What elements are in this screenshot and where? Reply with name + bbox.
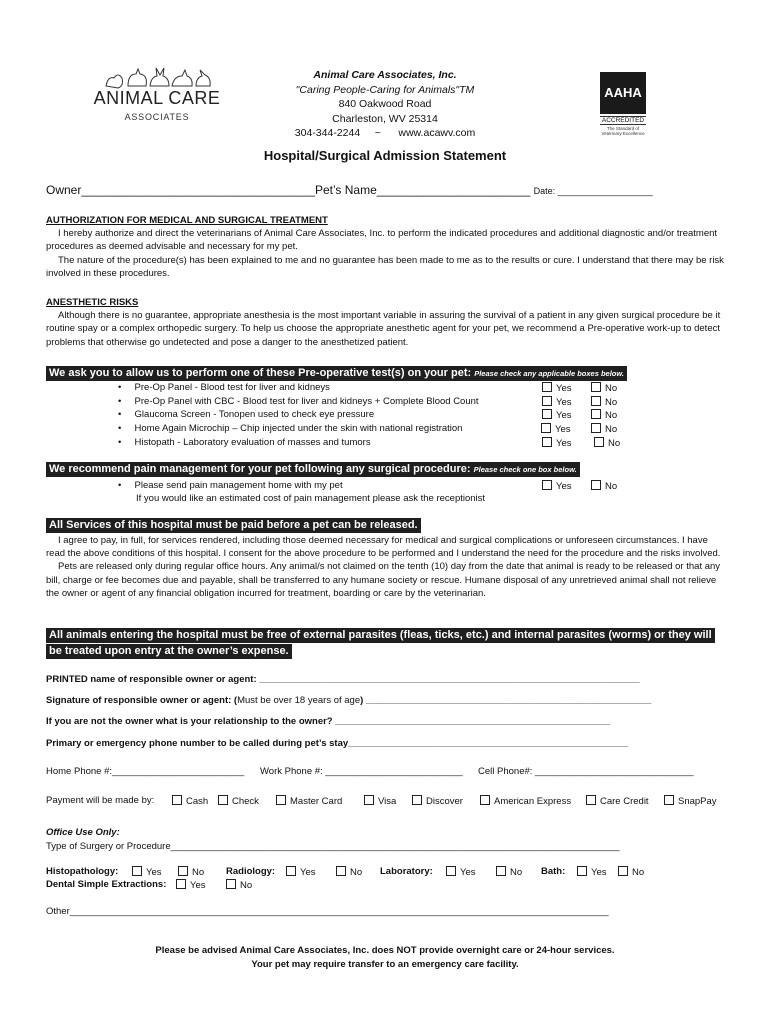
checkbox[interactable] bbox=[176, 879, 186, 889]
yes-label: Yes bbox=[556, 438, 572, 449]
preop-3-no[interactable] bbox=[591, 409, 617, 421]
payment-terms-paragraph-2: Pets are released only during regular office hours. Any animal/s not claimed on the tenth (10) day from the date that animal is ready to be released or that any bill, charge or fee becomes due and payable, shall be transferred to any humane society or rescue. Humane disposal of any unretrieved animal shall not relieve the owner or agent of any financial obligation incurred for treatment, boarding or care by the veterinarian. bbox=[46, 561, 721, 599]
authorization-section bbox=[46, 214, 726, 280]
signature-age-note: Must be over 18 years of age bbox=[237, 695, 361, 706]
aaha-badge bbox=[600, 72, 646, 138]
checkbox[interactable] bbox=[226, 879, 236, 889]
payment-option-label: American Express bbox=[494, 796, 572, 807]
yes-label: Yes bbox=[300, 867, 316, 878]
form-title: Hospital/Surgical Admission Statement bbox=[263, 148, 507, 163]
checkbox[interactable] bbox=[178, 866, 188, 876]
checkbox[interactable] bbox=[591, 480, 601, 490]
payment-care-credit[interactable] bbox=[586, 795, 649, 807]
animal-silhouettes-icon bbox=[102, 62, 212, 90]
preop-4-no[interactable] bbox=[591, 423, 617, 435]
checkbox[interactable] bbox=[586, 795, 596, 805]
preop-item-label: Glaucoma Screen - Tonopen used to check eye pressure bbox=[134, 409, 375, 420]
payment-option-label: Visa bbox=[378, 796, 397, 807]
checkbox[interactable] bbox=[286, 866, 296, 876]
authorization-heading: AUTHORIZATION FOR MEDICAL AND SURGICAL TREATMENT bbox=[46, 215, 328, 226]
preop-2-no[interactable] bbox=[591, 396, 617, 408]
yes-label: Yes bbox=[556, 481, 572, 492]
payment-option-label: Master Card bbox=[290, 796, 343, 807]
payment-snappay[interactable] bbox=[664, 795, 717, 807]
no-label: No bbox=[605, 424, 618, 435]
checkbox[interactable] bbox=[541, 423, 551, 433]
no-label: No bbox=[632, 867, 645, 878]
payment-option-label: SnapPay bbox=[678, 796, 717, 807]
checkbox[interactable] bbox=[542, 396, 552, 406]
payment-visa[interactable] bbox=[364, 795, 396, 807]
yes-label: Yes bbox=[556, 397, 572, 408]
preop-item-2: • Pre-Op Panel with CBC - Blood test for liver and kidneys + Complete Blood Count bbox=[118, 396, 479, 407]
preop-3-yes[interactable] bbox=[542, 409, 572, 421]
clinic-address-2: Charleston, WV 25314 bbox=[332, 112, 438, 125]
histo-yes[interactable] bbox=[132, 866, 162, 878]
checkbox[interactable] bbox=[132, 866, 142, 876]
preop-item-4: • Home Again Microchip – Chip injected under the skin with national registration bbox=[118, 423, 463, 434]
payment-option-label: Check bbox=[232, 796, 259, 807]
payment-option-label: Care Credit bbox=[600, 796, 649, 807]
checkbox[interactable] bbox=[218, 795, 228, 805]
checkbox[interactable] bbox=[336, 866, 346, 876]
no-label: No bbox=[605, 481, 618, 492]
no-label: No bbox=[605, 410, 618, 421]
clinic-address-1: 840 Oakwood Road bbox=[338, 98, 432, 110]
checkbox[interactable] bbox=[577, 866, 587, 876]
yes-label: Yes bbox=[460, 867, 476, 878]
payment-terms-paragraph-1: I agree to pay, in full, for services rendered, including those deemed necessary for medical and surgical complications or unforeseen circumstances. I have read the above conditions of this hospital. I consent for the above procedure to be performed and I understand the need for the procedure and the risks involved. bbox=[46, 535, 721, 560]
aaha-accredited: ACCREDITED bbox=[601, 117, 645, 124]
payment-check[interactable] bbox=[218, 795, 259, 807]
checkbox[interactable] bbox=[496, 866, 506, 876]
preop-1-yes[interactable] bbox=[542, 382, 572, 394]
preop-2-yes[interactable] bbox=[542, 396, 572, 408]
checkbox[interactable] bbox=[480, 795, 490, 805]
no-label: No bbox=[605, 397, 618, 408]
no-label: No bbox=[608, 438, 621, 449]
bath-no[interactable] bbox=[618, 866, 644, 878]
yes-label: Yes bbox=[556, 410, 572, 421]
checkbox[interactable] bbox=[591, 423, 601, 433]
dental-yes[interactable] bbox=[176, 879, 206, 891]
checkbox[interactable] bbox=[594, 437, 604, 447]
preop-item-label: Home Again Microchip – Chip injected under the skin with national registration bbox=[134, 423, 463, 434]
yes-label: Yes bbox=[190, 880, 206, 891]
payment-terms-section bbox=[46, 534, 726, 600]
yes-label: Yes bbox=[556, 383, 572, 394]
date-field[interactable]: Date: ___________________ bbox=[533, 186, 653, 196]
preop-1-no[interactable] bbox=[591, 382, 617, 394]
payment-option-label: Cash bbox=[186, 796, 209, 807]
histo-no[interactable] bbox=[178, 866, 204, 878]
checkbox[interactable] bbox=[446, 866, 456, 876]
dental-label: Dental Simple Extractions: bbox=[46, 879, 167, 890]
preop-item-5: • Histopath - Laboratory evaluation of masses and tumors bbox=[118, 437, 371, 448]
owner-line bbox=[46, 183, 653, 197]
histopathology-label: Histopathology: bbox=[46, 866, 119, 877]
pain-yes[interactable] bbox=[542, 480, 572, 492]
emergency-phone-field[interactable]: Primary or emergency phone number to be called during pet’s stay_____________________________________________________ bbox=[46, 738, 629, 749]
footer-line-1: Please be advised Animal Care Associates, Inc. does NOT provide overnight care or 24-hour services. bbox=[155, 945, 615, 956]
payment-discover[interactable] bbox=[412, 795, 463, 807]
other-field[interactable]: Other______________________________________________________________________________________________________ bbox=[46, 906, 609, 917]
checkbox[interactable] bbox=[542, 382, 552, 392]
clinic-header bbox=[250, 68, 520, 141]
dental-no[interactable] bbox=[226, 879, 252, 891]
payment-label: Payment will be made by: bbox=[46, 795, 155, 806]
footer-notice bbox=[0, 944, 770, 972]
preop-item-label: Pre-Op Panel - Blood test for liver and kidneys bbox=[134, 382, 330, 393]
owner-field[interactable]: Owner___________________________________ bbox=[46, 183, 315, 197]
procedure-type-field[interactable]: Type of Surgery or Procedure_____________________________________________________________________________________ bbox=[46, 840, 620, 852]
parasites-line-1: All animals entering the hospital must be free of external parasites (fleas, ticks, etc.) and internal parasites (worms) or they will bbox=[46, 628, 715, 643]
aaha-mark: AAHA bbox=[600, 72, 646, 114]
checkbox[interactable] bbox=[664, 795, 674, 805]
anesthetic-paragraph: Although there is no guarantee, appropriate anesthesia is the most important variable in assuring the survival of a patient in any given surgical procedure be it routine spay or a complex orthopedic surgery. To help us choose the appropriate anesthetic agent for your pet, we recommend a Pre-operative work-up to detect problems that otherwise go undetected and pose a danger to the anesthetized patient. bbox=[46, 310, 721, 348]
authorization-paragraph-1: I hereby authorize and direct the veterinarians of Animal Care Associates, Inc. to perform the indicated procedures and additional diagnostic and/or treatment procedures as deemed advisable and necessary for my pet. bbox=[46, 228, 718, 253]
bath-label: Bath: bbox=[541, 866, 566, 877]
laboratory-no[interactable] bbox=[496, 866, 522, 878]
laboratory-label: Laboratory: bbox=[380, 866, 433, 877]
printed-name-field[interactable]: PRINTED name of responsible owner or agent: ________________________________________________________________________ bbox=[46, 674, 640, 685]
office-use-section bbox=[46, 826, 726, 853]
aaha-small-text: The Standard of Veterinary Excellence bbox=[601, 126, 645, 136]
cell-phone-field[interactable]: Cell Phone#: ______________________________ bbox=[478, 766, 694, 777]
payment-cash[interactable] bbox=[172, 795, 208, 807]
preop-heading: We ask you to allow us to perform one of these Pre-operative test(s) on your pet: bbox=[49, 367, 472, 379]
anesthetic-section bbox=[46, 296, 726, 349]
checkbox[interactable] bbox=[172, 795, 182, 805]
no-label: No bbox=[192, 867, 205, 878]
anesthetic-heading: ANESTHETIC RISKS bbox=[46, 297, 139, 308]
preop-band bbox=[46, 366, 627, 381]
payment-amex[interactable] bbox=[480, 795, 571, 807]
signature-field[interactable] bbox=[46, 695, 651, 706]
no-label: No bbox=[240, 880, 253, 891]
checkbox[interactable] bbox=[276, 795, 286, 805]
logo-main-text: ANIMAL CARE bbox=[93, 88, 221, 108]
authorization-paragraph-2: The nature of the procedure(s) has been explained to me and no guarantee has been made to me as to the results or cure. I understand that there may be risk involved in these procedures. bbox=[46, 254, 724, 279]
pain-heading: We recommend pain management for your pet following any surgical procedure: bbox=[49, 463, 471, 475]
preop-5-no[interactable] bbox=[594, 437, 620, 449]
parasites-line-2: be treated upon entry at the owner’s expense. bbox=[46, 644, 292, 659]
pet-name-field[interactable]: Pet’s Name_______________________ bbox=[314, 183, 531, 197]
work-phone-field[interactable]: Work Phone #: __________________________ bbox=[260, 766, 463, 777]
pain-note: Please check one box below. bbox=[473, 465, 577, 474]
office-use-heading: Office Use Only: bbox=[46, 827, 120, 838]
preop-4-yes[interactable] bbox=[541, 423, 571, 435]
pain-item: • Please send pain management home with my pet bbox=[118, 480, 343, 491]
yes-label: Yes bbox=[555, 424, 571, 435]
payment-option-label: Discover bbox=[426, 796, 463, 807]
clinic-name: Animal Care Associates, Inc. bbox=[313, 69, 457, 81]
home-phone-field[interactable]: Home Phone #:_________________________ bbox=[46, 766, 245, 777]
checkbox[interactable] bbox=[618, 866, 628, 876]
parasites-band bbox=[46, 628, 726, 659]
checkbox[interactable] bbox=[364, 795, 374, 805]
logo-sub-text: ASSOCIATES bbox=[124, 112, 190, 122]
laboratory-yes[interactable] bbox=[446, 866, 476, 878]
signature-label: Signature of responsible owner or agent: ( bbox=[46, 695, 238, 706]
pain-band bbox=[46, 462, 580, 477]
footer-line-2: Your pet may require transfer to an emergency care facility. bbox=[251, 959, 519, 970]
checkbox[interactable] bbox=[542, 480, 552, 490]
clinic-contact: 304-344-2244 ~ www.acawv.com bbox=[294, 127, 476, 139]
preop-5-yes[interactable] bbox=[542, 437, 572, 449]
checkbox[interactable] bbox=[542, 437, 552, 447]
preop-note: Please check any applicable boxes below. bbox=[474, 369, 625, 378]
checkbox[interactable] bbox=[591, 409, 601, 419]
checkbox[interactable] bbox=[591, 396, 601, 406]
preop-item-label: Pre-Op Panel with CBC - Blood test for liver and kidneys + Complete Blood Count bbox=[134, 396, 479, 407]
payment-terms-band bbox=[46, 518, 421, 533]
pain-sub: If you would like an estimated cost of pain management please ask the receptionist bbox=[136, 493, 486, 504]
checkbox[interactable] bbox=[412, 795, 422, 805]
radiology-no[interactable] bbox=[336, 866, 362, 878]
relationship-field[interactable]: If you are not the owner what is your relationship to the owner? ____________________________________________________ bbox=[46, 716, 610, 727]
radiology-label: Radiology: bbox=[226, 866, 276, 877]
yes-label: Yes bbox=[591, 867, 607, 878]
pain-no[interactable] bbox=[591, 480, 617, 492]
radiology-yes[interactable] bbox=[286, 866, 316, 878]
bath-yes[interactable] bbox=[577, 866, 607, 878]
preop-item-1: • Pre-Op Panel - Blood test for liver and kidneys bbox=[118, 382, 330, 393]
no-label: No bbox=[510, 867, 523, 878]
payment-terms-heading: All Services of this hospital must be paid before a pet can be released. bbox=[46, 518, 421, 533]
no-label: No bbox=[605, 383, 618, 394]
yes-label: Yes bbox=[146, 867, 162, 878]
payment-mastercard[interactable] bbox=[276, 795, 342, 807]
pain-item-label: Please send pain management home with my pet bbox=[134, 480, 343, 491]
preop-item-label: Histopath - Laboratory evaluation of masses and tumors bbox=[134, 437, 371, 448]
checkbox[interactable] bbox=[591, 382, 601, 392]
animal-care-logo bbox=[92, 62, 222, 132]
preop-item-3: • Glaucoma Screen - Tonopen used to check eye pressure bbox=[118, 409, 375, 420]
signature-line: ) ______________________________________________________ bbox=[360, 695, 652, 706]
no-label: No bbox=[350, 867, 363, 878]
checkbox[interactable] bbox=[542, 409, 552, 419]
clinic-tagline: "Caring People-Caring for Animals"TM bbox=[295, 83, 475, 96]
